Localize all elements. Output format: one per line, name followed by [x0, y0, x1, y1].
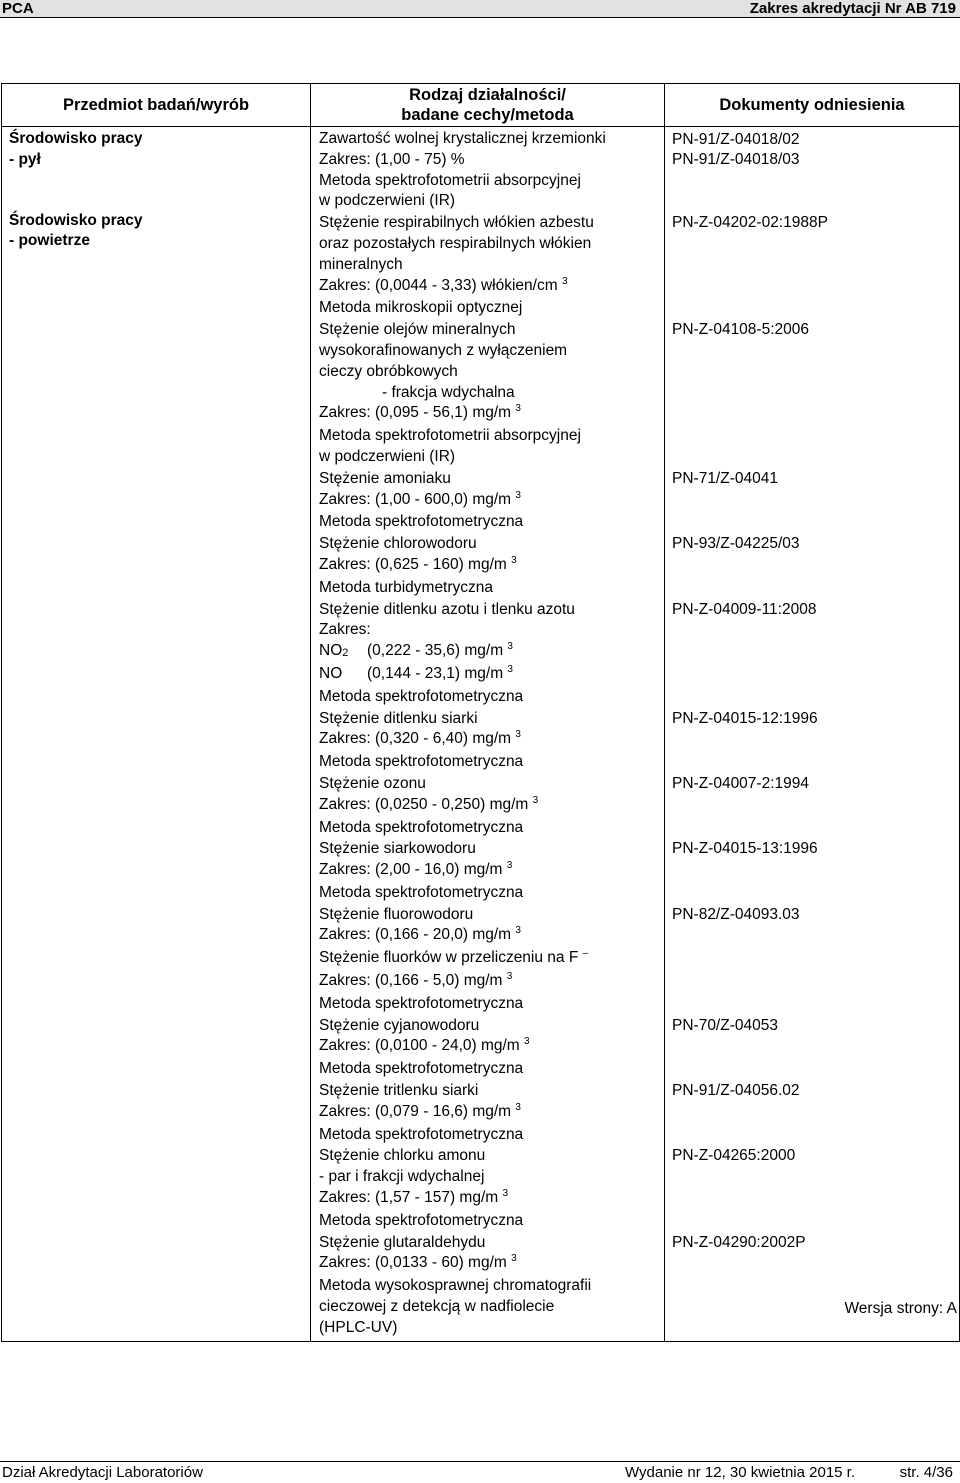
- col1-header: Przedmiot badań/wyrób: [2, 84, 311, 127]
- method-line: Stężenie olejów mineralnych: [319, 321, 516, 339]
- document-ref: [672, 839, 955, 860]
- method-line: cieczy obróbkowych: [319, 362, 458, 380]
- method-line: w podczerwieni (IR): [319, 192, 456, 210]
- document-code: PN-93/Z-04225/03: [672, 535, 800, 553]
- method-line: [319, 555, 660, 578]
- document-ref: [672, 469, 955, 490]
- superscript: 3: [511, 1253, 517, 1265]
- subject-line: - powietrze: [9, 232, 90, 250]
- method-line: Metoda spektrofotometryczna: [319, 513, 524, 531]
- range-text: Zakres: (2,00 - 16,0) mg/m: [319, 861, 503, 879]
- method-line: Stężenie glutaraldehydu: [319, 1233, 486, 1251]
- method-block: [319, 600, 660, 708]
- document-code: PN-91/Z-04018/03: [672, 151, 800, 169]
- method-line: Zakres: (1,00 - 75) %: [319, 150, 465, 168]
- superscript: 3: [506, 860, 513, 872]
- method-block: [319, 1146, 660, 1231]
- document-code: PN-Z-04009-11:2008: [672, 600, 817, 618]
- method-line: [319, 1253, 660, 1276]
- range-text: (0,144 - 23,1) mg/m: [367, 664, 504, 682]
- document-ref: [672, 1081, 955, 1102]
- range-text: Zakres: (0,166 - 5,0) mg/m: [319, 972, 503, 990]
- page-version: Wersja strony: A: [844, 1300, 957, 1317]
- method-line: Metoda spektrofotometryczna: [319, 1060, 524, 1078]
- method-line: Stężenie ditlenku siarki: [319, 709, 478, 727]
- method-line: Metoda spektrofotometryczna: [319, 687, 524, 705]
- subject-line: Środowisko pracy: [9, 130, 143, 147]
- footer-page-number: str. 4/36: [899, 1464, 953, 1481]
- method-line: w podczerwieni (IR): [319, 447, 456, 465]
- method-line: [319, 860, 660, 883]
- method-line: Stężenie siarkowodoru: [319, 840, 476, 858]
- document-code: PN-70/Z-04053: [672, 1016, 778, 1034]
- document-ref: [672, 213, 955, 234]
- range-text: Zakres: (0,320 - 6,40) mg/m: [319, 730, 512, 748]
- header-right: Zakres akredytacji Nr AB 719: [749, 0, 956, 17]
- method-line: Stężenie fluorowodoru: [319, 905, 474, 923]
- document-code: PN-91/Z-04056.02: [672, 1082, 800, 1100]
- superscript: 3: [502, 1188, 509, 1200]
- method-line: Metoda spektrofotometrii absorpcyjnej: [319, 171, 581, 189]
- document-code: PN-Z-04202-02:1988P: [672, 214, 828, 232]
- document-code: PN-Z-04007-2:1994: [672, 774, 809, 792]
- subject-air: [9, 211, 306, 253]
- method-line: Metoda wysokosprawnej chromatografii: [319, 1277, 592, 1295]
- documents-cell: [665, 127, 960, 1342]
- method-line: - frakcja wdychalna: [382, 383, 515, 401]
- superscript: 3: [515, 729, 521, 741]
- method-line: [319, 948, 660, 971]
- range-text: (0,222 - 35,6) mg/m: [367, 642, 504, 660]
- table-header-row: [2, 84, 960, 127]
- accreditation-table: [1, 83, 960, 1342]
- range-text: Zakres: (0,0250 - 0,250) mg/m: [319, 795, 529, 813]
- fluoride-text: Stężenie fluorków w przeliczeniu na F: [319, 949, 579, 967]
- method-line: Stężenie cyjanowodoru: [319, 1016, 480, 1034]
- superscript: 3: [515, 403, 521, 415]
- method-line: [319, 490, 660, 513]
- method-line: Metoda spektrofotometryczna: [319, 753, 524, 771]
- no2-label: NO: [319, 642, 343, 660]
- document-code: PN-Z-04015-13:1996: [672, 840, 818, 858]
- method-line: oraz pozostałych respirabilnych włókien: [319, 234, 592, 252]
- method-line: Stężenie ditlenku azotu i tlenku azotu: [319, 600, 575, 618]
- method-line: [319, 925, 660, 948]
- method-block: [319, 905, 660, 1015]
- method-block: [319, 774, 660, 838]
- method-block: [319, 839, 660, 903]
- method-line: [319, 1188, 660, 1211]
- document-code: PN-91/Z-04018/02: [672, 130, 800, 148]
- range-text: Zakres: (0,095 - 56,1) mg/m: [319, 404, 512, 422]
- document-ref: [672, 600, 955, 621]
- method-line: Stężenie respirabilnych włókien azbestu: [319, 214, 594, 232]
- document-ref: [672, 534, 955, 555]
- method-block: [319, 1233, 660, 1339]
- method-line: [319, 641, 660, 664]
- method-line: cieczowej z detekcją w nadfiolecie: [319, 1298, 555, 1316]
- col2-header-line2: badane cechy/metoda: [401, 106, 574, 124]
- superscript: 3: [515, 1101, 521, 1113]
- method-line: Stężenie tritlenku siarki: [319, 1082, 479, 1100]
- method-line: Metoda spektrofotometryczna: [319, 1125, 524, 1143]
- ion-charge: –: [582, 948, 589, 960]
- method-block: [319, 709, 660, 773]
- method-line: mineralnych: [319, 255, 403, 273]
- method-block: [319, 213, 660, 319]
- document-code: PN-82/Z-04093.03: [672, 905, 800, 923]
- method-line: wysokorafinowanych z wyłączeniem: [319, 341, 568, 359]
- method-line: Metoda turbidymetryczna: [319, 578, 494, 596]
- document-ref: [672, 709, 955, 730]
- method-line: Stężenie chlorowodoru: [319, 535, 477, 553]
- method-line: [319, 403, 660, 426]
- document-ref: [672, 1016, 955, 1037]
- document-ref: [672, 1233, 955, 1254]
- method-line: [319, 1102, 660, 1125]
- range-text: Zakres: (0,0100 - 24,0) mg/m: [319, 1037, 520, 1055]
- footer-left: Dział Akredytacji Laboratoriów: [2, 1464, 203, 1481]
- method-line: Zawartość wolnej krystalicznej krzemionki: [319, 130, 606, 147]
- method-block: [319, 469, 660, 533]
- document-ref: [672, 130, 955, 172]
- document-code: PN-Z-04265:2000: [672, 1147, 796, 1165]
- method-line: [319, 729, 660, 752]
- method-line: Metoda spektrofotometryczna: [319, 883, 524, 901]
- range-text: Zakres: (1,57 - 157) mg/m: [319, 1189, 499, 1207]
- method-block: [319, 129, 660, 212]
- page-header: [0, 0, 960, 18]
- method-line: Stężenie ozonu: [319, 774, 426, 792]
- range-text: Zakres: (0,166 - 20,0) mg/m: [319, 926, 512, 944]
- superscript: 3: [532, 794, 539, 806]
- document-ref: [672, 905, 955, 926]
- method-line: Metoda spektrofotometryczna: [319, 994, 524, 1012]
- range-text: Zakres: (0,079 - 16,6) mg/m: [319, 1102, 512, 1120]
- header-left: PCA: [2, 0, 34, 17]
- method-line: Metoda spektrofotometrii absorpcyjnej: [319, 427, 581, 445]
- subscript: 2: [342, 647, 349, 660]
- method-block: [319, 534, 660, 598]
- method-cell: [311, 127, 665, 1342]
- superscript: 3: [511, 554, 517, 566]
- document-code: PN-Z-04015-12:1996: [672, 709, 818, 727]
- method-line: Stężenie amoniaku: [319, 469, 451, 487]
- subject-cell: [2, 127, 311, 1342]
- method-block: [319, 1016, 660, 1080]
- method-line: [319, 795, 660, 818]
- method-line: [319, 664, 660, 687]
- method-line: Metoda spektrofotometryczna: [319, 1211, 524, 1229]
- method-block: [319, 1081, 660, 1145]
- document-code: PN-Z-04108-5:2006: [672, 321, 809, 339]
- range-text: Zakres: (0,0133 - 60) mg/m: [319, 1254, 507, 1272]
- document-code: PN-71/Z-04041: [672, 469, 778, 487]
- col2-header: [311, 84, 665, 127]
- method-line: Stężenie chlorku amonu: [319, 1147, 486, 1165]
- method-block: [319, 320, 660, 468]
- range-text: Zakres: (0,0044 - 3,33) włókien/cm: [319, 276, 558, 294]
- table-row: [2, 127, 960, 1342]
- no-label: NO: [319, 664, 343, 682]
- document-ref: [672, 320, 955, 341]
- method-line: - par i frakcji wdychalnej: [319, 1168, 485, 1186]
- document-ref: [672, 1146, 955, 1167]
- document-code: PN-Z-04290:2002P: [672, 1233, 806, 1251]
- superscript: 3: [507, 641, 513, 653]
- range-text: Zakres: (1,00 - 600,0) mg/m: [319, 490, 512, 508]
- col3-header: Dokumenty odniesienia: [665, 84, 960, 127]
- method-line: [319, 276, 660, 299]
- method-line: Zakres:: [319, 621, 371, 639]
- document-ref: [672, 774, 955, 795]
- superscript: 3: [561, 275, 568, 287]
- col2-header-line1: Rodzaj działalności/: [409, 86, 566, 104]
- footer-edition: Wydanie nr 12, 30 kwietnia 2015 r.: [625, 1464, 856, 1481]
- superscript: 3: [524, 1036, 530, 1048]
- method-line: [319, 971, 660, 994]
- superscript: 3: [507, 663, 513, 675]
- method-line: [319, 1036, 660, 1059]
- superscript: 3: [506, 971, 513, 983]
- page-footer: [0, 1461, 960, 1483]
- range-text: Zakres: (0,625 - 160) mg/m: [319, 555, 507, 573]
- superscript: 3: [515, 489, 521, 501]
- subject-line: Środowisko pracy: [9, 211, 143, 229]
- method-line: (HPLC-UV): [319, 1318, 398, 1336]
- method-line: Metoda mikroskopii optycznej: [319, 299, 523, 317]
- subject-dust: [9, 129, 306, 171]
- subject-line: - pył: [9, 150, 41, 168]
- superscript: 3: [515, 925, 521, 937]
- method-line: Metoda spektrofotometryczna: [319, 818, 524, 836]
